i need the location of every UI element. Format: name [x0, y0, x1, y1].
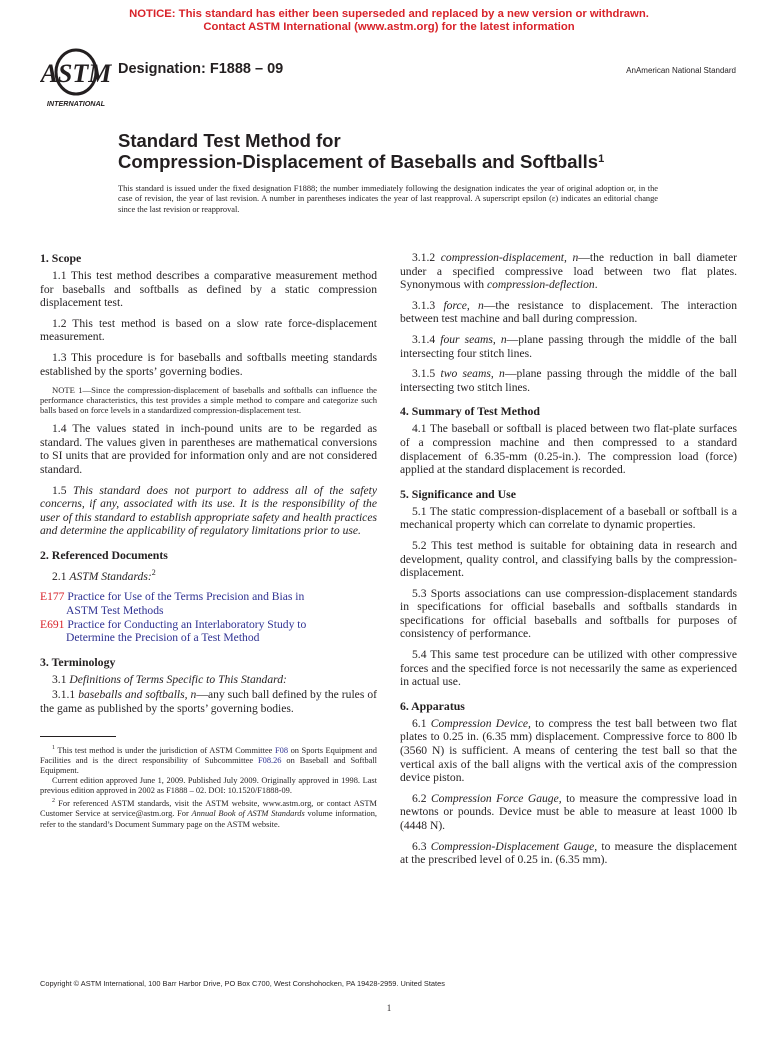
- paragraph-3-1-4: 3.1.4 four seams, n—plane passing through the middle of the ball intersecting four stitch lines.: [400, 332, 737, 360]
- footnote-divider: [40, 736, 116, 737]
- left-column: [40, 251, 377, 830]
- paragraph-1-4: 1.4 The values stated in inch-pound units are to be regarded as standard. The values given in parentheses are mathematical conversions to SI units that are provided for information only and are not considered standard.: [40, 422, 377, 476]
- paragraph-6-1: 6.1 Compression Device, to compress the test ball between two flat plates to 0.25 in. (6.35 mm) displacement. Compressive force to 800 lb (3560 N) is sufficient. A means of centering the test ball so that the vertical axis of the ball aligns with the vertical axis of the compression device piston.: [400, 716, 737, 785]
- paragraph-1-3: 1.3 This procedure is for baseballs and softballs meeting standards established by the sports’ governing bodies.: [40, 350, 377, 378]
- american-national-standard: AnAmerican National Standard: [626, 66, 736, 75]
- page-number: 1: [386, 1003, 392, 1013]
- withdrawal-notice: [0, 8, 778, 33]
- paragraph-6-2: 6.2 Compression Force Gauge, to measure the compressive load in newtons or pounds. Device must be able to measure at least 1000 lb (4448 N).: [400, 791, 737, 832]
- notice-line-2: Contact ASTM International (www.astm.org) for the latest information: [203, 20, 575, 33]
- paragraph-3-1-3: 3.1.3 force, n—the resistance to displacement. The interaction between test machine and ball during compression.: [400, 298, 737, 326]
- footnote-1-edition: Current edition approved June 1, 2009. Published July 2009. Originally approved in 1998. Last previous edition approved in 2002 as F1888 – 02. DOI: 10.1520/F1888-09.: [40, 775, 377, 796]
- reference-e691[interactable]: E691 Practice for Conducting an Interlaboratory Study to Determine the Precision of a Test Method: [40, 617, 307, 645]
- issuance-statement: This standard is issued under the fixed designation F1888; the number immediately following the designation indicates the year of original adoption or, in the case of revision, the year of last revision. A number in parentheses indicates the year of last reapproval. A superscript epsilon (ε) indicates an editorial change since the last revision or reapproval.: [118, 184, 658, 214]
- logo-international-text: INTERNATIONAL: [46, 99, 106, 108]
- paragraph-1-1: 1.1 This test method describes a comparative measurement method for baseballs and softballs as defined by a static compression displacement test.: [40, 269, 377, 310]
- paragraph-3-1: 3.1 Definitions of Terms Specific to This Standard:: [52, 672, 287, 686]
- title-line-2: Compression-Displacement of Baseballs and Softballs: [118, 151, 599, 172]
- section-heading-scope: 1. Scope: [40, 251, 82, 265]
- section-heading-terminology: 3. Terminology: [40, 654, 116, 669]
- paragraph-5-1: 5.1 The static compression-displacement of a baseball or softball is a mechanical property which can correlate to dynamic properties.: [400, 504, 737, 532]
- svg-text:ASTM: ASTM: [40, 59, 112, 88]
- note-1: NOTE 1—Since the compression-displacement of baseballs and softballs can influence the performance characteristics, this test provides a simple method to compare and categorize such balls based on force levels in a standardized compression-displacement test.: [40, 385, 377, 416]
- title-line-1: Standard Test Method for: [118, 130, 341, 151]
- paragraph-3-1-1: 3.1.1 baseballs and softballs, n—any such ball defined by the rules of the game as published by the sports’ governing bodies.: [40, 688, 377, 715]
- footnote-2: $^2$ For referenced ASTM standards, visit the ASTM website, www.astm.org, or contact ASTM Customer Service at service@astm.org. For Annual Book of ASTM Standards volume information, refer to the standard’s Document Summary page on the ASTM website.: [40, 798, 377, 829]
- paragraph-5-2: 5.2 This test method is suitable for obtaining data in research and development, quality control, and classifying balls by the compression-displacement.: [400, 538, 737, 580]
- designation: Designation: F1888 – 09: [118, 61, 284, 77]
- paragraph-3-1-2: 3.1.2 compression-displacement, n—the reduction in ball diameter under a specified compressive load between two flat plates. Synonymous with compression-deflection.: [400, 251, 738, 292]
- section-heading-significance: 5. Significance and Use: [400, 486, 517, 501]
- section-heading-referenced-documents: 2. Referenced Documents: [40, 547, 168, 562]
- paragraph-5-3: 5.3 Sports associations can use compression-displacement standards in specifications for official baseballs and softballs standards in specifications for official baseballs and softballs for purposes of consistency of performance.: [400, 586, 737, 641]
- notice-line-1: NOTICE: This standard has either been superseded and replaced by a new version or withdrawn.: [129, 8, 649, 20]
- paragraph-5-4: 5.4 This same test procedure can be utilized with other compressive forces and the specified force is not necessarily the same as experienced in actual use.: [400, 648, 737, 689]
- paragraph-6-3: 6.3 Compression-Displacement Gauge, to measure the displacement at the prescribed level of 0.25 in. (6.35 mm).: [400, 839, 737, 867]
- paragraph-3-1-5: 3.1.5 two seams, n—plane passing through the middle of the ball intersecting two stitch lines.: [400, 367, 737, 394]
- paragraph-4-1: 4.1 The baseball or softball is placed between two flat-plate surfaces of a compression machine and then compressed to a standard displacement of 6.35-mm (0.25-in.). The compression load (force) applied at the standard displacement is recorded.: [400, 422, 737, 477]
- footnote-1: $^1$ This test method is under the jurisdiction of ASTM Committee F08 on Sports Equipment and Facilities and is the direct responsibility of Subcommittee F08.26 on Baseball and Softball Equipment.: [40, 744, 377, 775]
- right-column: [400, 251, 737, 874]
- document-title: [118, 130, 604, 172]
- astm-logo: [40, 48, 112, 108]
- section-heading-apparatus: 6. Apparatus: [400, 698, 465, 713]
- paragraph-1-5: 1.5 This standard does not purport to address all of the safety concerns, if any, associated with its use. It is the responsibility of the user of this standard to establish appropriate safety and health practices and determine the applicability of regulatory limitations prior to use.: [40, 483, 378, 538]
- paragraph-2-1: 2.1 ASTM Standards:$^2$: [52, 567, 156, 583]
- section-heading-summary: 4. Summary of Test Method: [400, 404, 540, 419]
- paragraph-1-2: 1.2 This test method is based on a slow rate force-displacement measurement.: [40, 316, 377, 344]
- reference-e177[interactable]: E177 Practice for Use of the Terms Precision and Bias in ASTM Test Methods: [40, 590, 305, 617]
- copyright-line: Copyright © ASTM International, 100 Barr Harbor Drive, PO Box C700, West Conshohocken, PA 19428-2959. United States: [40, 979, 445, 988]
- title-footnote-mark: 1: [598, 153, 605, 165]
